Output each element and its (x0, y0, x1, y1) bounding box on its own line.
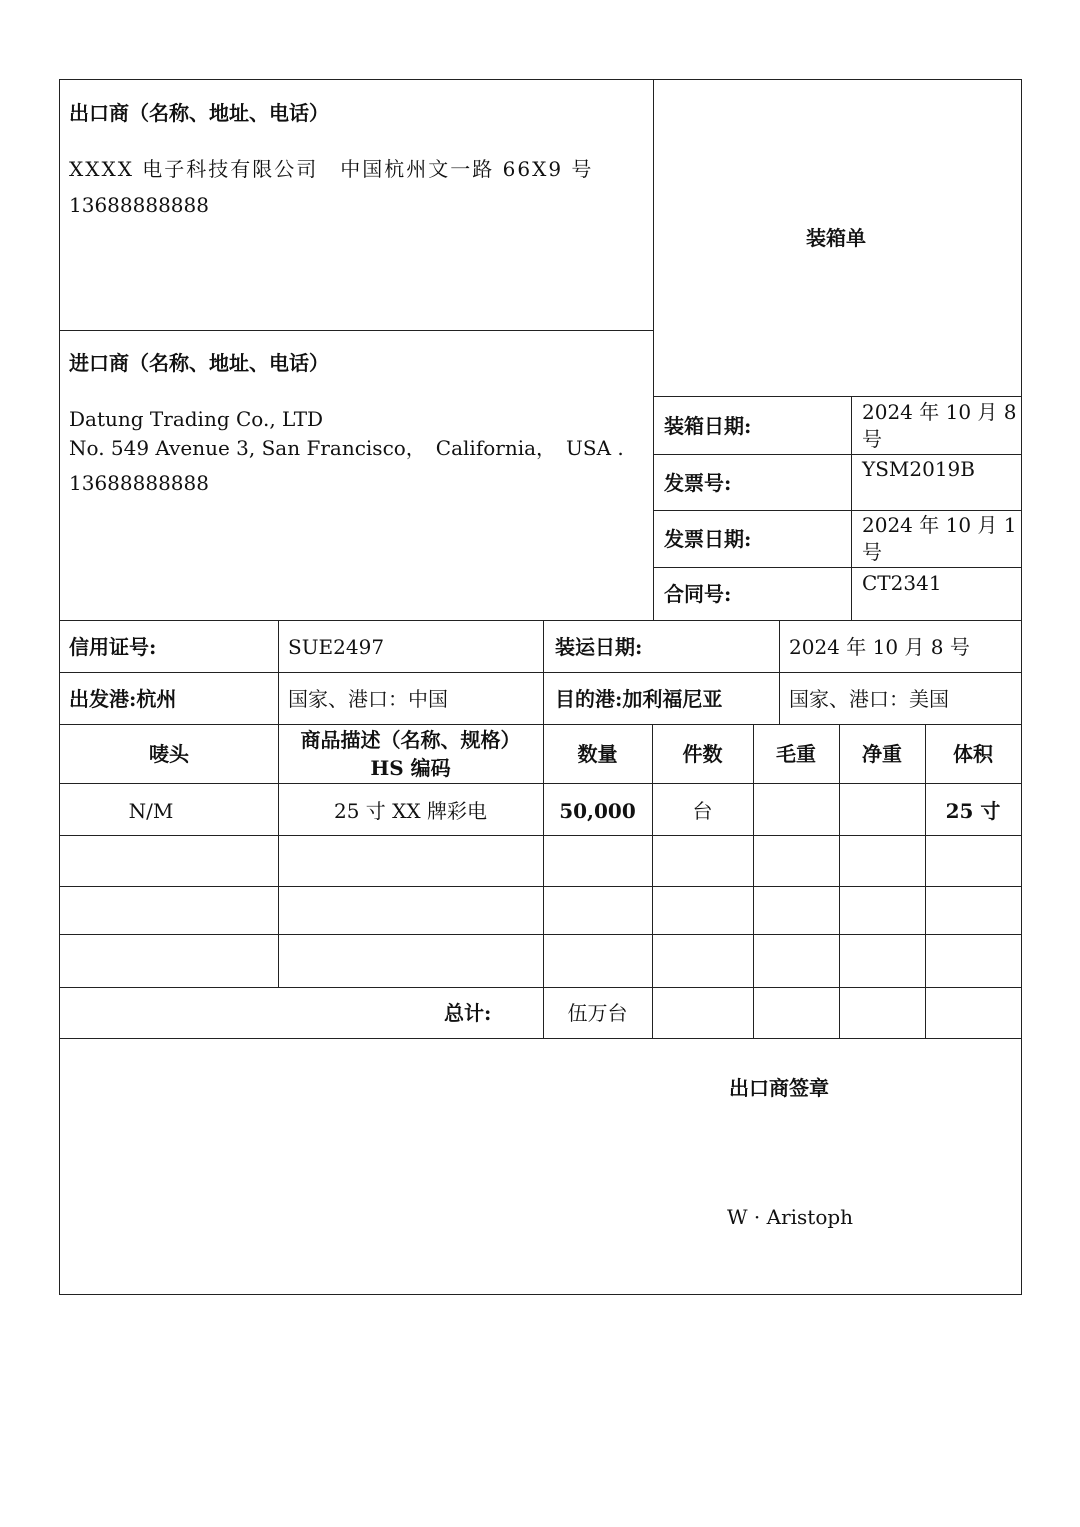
divider (60, 987, 1021, 988)
exporter-signature-label: 出口商签章 (729, 1076, 829, 1100)
ship-date-value: 2024 年 10 月 8 号 (789, 635, 970, 659)
divider (60, 620, 1021, 621)
total-value: 伍万台 (567, 1001, 628, 1025)
divider (652, 724, 653, 1038)
cell-marks: N/M (128, 799, 174, 823)
header-marks: 唛头 (149, 742, 189, 766)
total-label: 总计: (444, 1001, 492, 1025)
contract-no-label: 合同号: (664, 582, 732, 606)
invoice-date-value-cont: 号 (862, 540, 882, 564)
destination-country: 国家、港口：美国 (789, 687, 949, 711)
header-gross-weight: 毛重 (776, 742, 816, 766)
divider (60, 724, 1021, 725)
divider (60, 835, 1021, 836)
signature-name: W · Aristoph (727, 1205, 854, 1229)
departure-country: 国家、港口：中国 (288, 687, 448, 711)
divider (60, 672, 1021, 673)
contract-no-value: CT2341 (862, 571, 942, 595)
lc-no-value: SUE2497 (288, 635, 385, 659)
header-quantity: 数量 (577, 742, 618, 766)
cell-pieces: 台 (692, 799, 713, 823)
destination-port: 目的港:加利福尼亚 (555, 687, 723, 711)
divider (60, 783, 1021, 784)
importer-phone: 13688888888 (69, 471, 209, 495)
header-pieces: 件数 (682, 742, 723, 766)
document-title: 装箱单 (806, 226, 866, 250)
invoice-date-label: 发票日期: (664, 527, 752, 551)
lc-no-label: 信用证号: (69, 635, 157, 659)
cell-quantity: 50,000 (559, 799, 636, 823)
divider (779, 620, 780, 724)
divider (60, 1038, 1021, 1039)
divider (60, 330, 653, 331)
packing-date-label: 装箱日期: (664, 414, 752, 438)
packing-date-value: 2024 年 10 月 8 (862, 400, 1017, 424)
divider (653, 396, 1021, 397)
exporter-phone: 13688888888 (69, 193, 209, 217)
divider (543, 620, 544, 1038)
ship-date-label: 装运日期: (555, 635, 643, 659)
divider (839, 724, 840, 1038)
divider (753, 724, 754, 1038)
divider (60, 934, 1021, 935)
invoice-date-value: 2024 年 10 月 1 (862, 513, 1017, 537)
header-volume: 体积 (953, 742, 993, 766)
header-description: 商品描述（名称、规格） (300, 728, 521, 752)
divider (653, 454, 1021, 455)
departure-port: 出发港:杭州 (69, 687, 177, 711)
header-net-weight: 净重 (862, 742, 902, 766)
importer-name: Datung Trading Co., LTD (69, 407, 324, 431)
divider (925, 724, 926, 1038)
divider (653, 510, 1021, 511)
header-hs-code: HS 编码 (370, 756, 451, 780)
divider (851, 396, 852, 620)
invoice-no-label: 发票号: (664, 471, 732, 495)
exporter-name-address: XXXX 电子科技有限公司 中国杭州文一路 66X9 号 (69, 157, 594, 181)
invoice-no-value: YSM2019B (862, 457, 975, 481)
importer-address: No. 549 Avenue 3, San Francisco， California， USA . (69, 436, 624, 460)
cell-description: 25 寸 XX 牌彩电 (334, 799, 487, 823)
header-divider (653, 80, 654, 620)
cell-volume: 25 寸 (945, 799, 1001, 823)
packing-date-value-cont: 号 (862, 427, 882, 451)
divider (60, 886, 1021, 887)
importer-label: 进口商（名称、地址、电话） (69, 351, 329, 375)
exporter-label: 出口商（名称、地址、电话） (69, 101, 329, 125)
divider (653, 567, 1021, 568)
